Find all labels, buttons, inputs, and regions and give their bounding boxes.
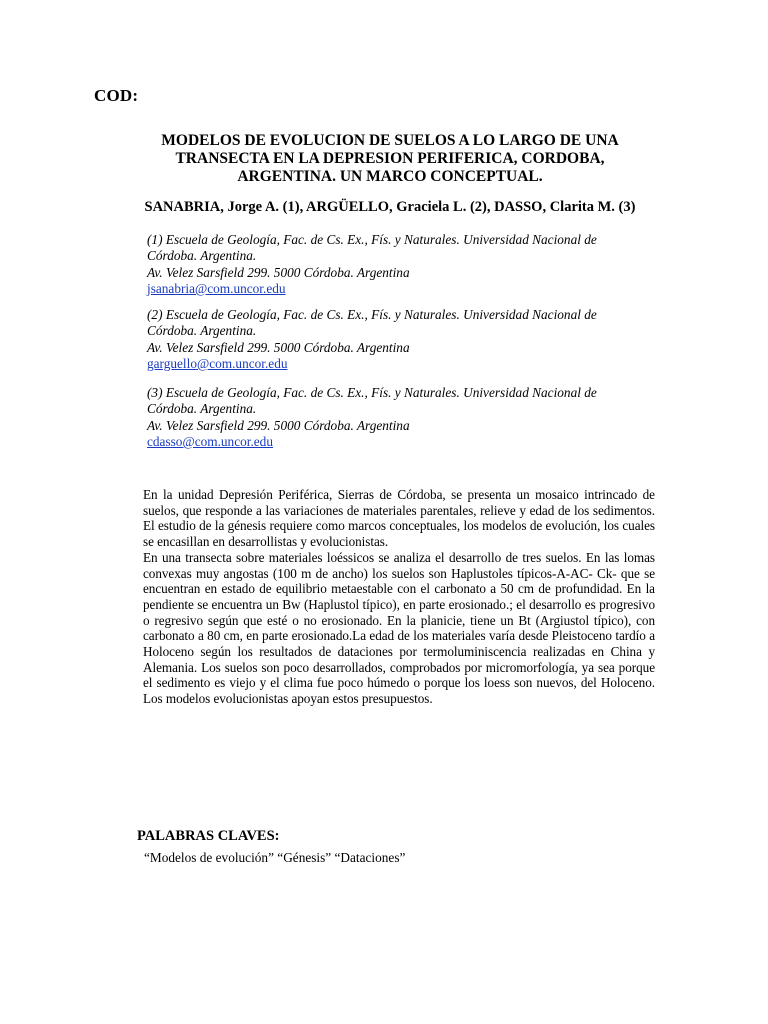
email-link-3[interactable]: cdasso@com.uncor.edu bbox=[147, 433, 273, 449]
affiliation-2 bbox=[147, 307, 647, 372]
affiliation-1 bbox=[147, 232, 647, 297]
email-link-2[interactable]: garguello@com.uncor.edu bbox=[147, 355, 288, 371]
keywords-list: “Modelos de evolución” “Génesis” “Dataciones” bbox=[144, 850, 406, 865]
affiliation-line: Córdoba. Argentina. bbox=[147, 248, 257, 264]
document-code-label: COD: bbox=[94, 86, 139, 105]
affiliation-address: Av. Velez Sarsfield 299. 5000 Córdoba. Argentina bbox=[147, 339, 410, 355]
abstract-paragraph: En una transecta sobre materiales loéssicos se analiza el desarrollo de tres suelos. En las lomas convexas muy angostas (100 m de ancho) los suelos son Haplustoles típicos-A-AC- Ck- que se encuentran en estado de equilibrio metaestable con el carbonato a 50 cm de profundidad. En la pendiente se encuentra un Bw (Haplustol típico), en parte erosionado.; el desarrollo es progresivo o regresivo según que esté o no erosionado. En la planicie, tiene un Bt (Argiustol típico), con carbonato a 80 cm, en parte erosionado.La edad de los materiales varía desde Pleistoceno tardío a Holoceno según los resultados de dataciones por termoluminiscencia realizadas en China y Alemania. Los suelos son poco desarrollados, comprobados por micromorfología, ya sea porque el sedimento es viejo y el clima fue poco húmedo o porque los loess son nuevos, del Holoceno. Los modelos evolucionistas apoyan estos presupuestos. bbox=[143, 549, 655, 707]
paper-title bbox=[140, 132, 640, 186]
paper-title-line: TRANSECTA EN LA DEPRESION PERIFERICA, CORDOBA, bbox=[175, 150, 605, 167]
email-link-1[interactable]: jsanabria@com.uncor.edu bbox=[147, 280, 286, 296]
keywords-heading: PALABRAS CLAVES: bbox=[137, 828, 280, 844]
paper-title-line: MODELOS DE EVOLUCION DE SUELOS A LO LARGO DE UNA bbox=[161, 132, 619, 149]
affiliation-line: (1) Escuela de Geología, Fac. de Cs. Ex., Fís. y Naturales. Universidad Nacional de bbox=[147, 232, 597, 247]
affiliation-line: Córdoba. Argentina. bbox=[147, 401, 257, 417]
abstract-paragraph: En la unidad Depresión Periférica, Sierras de Córdoba, se presenta un mosaico intrincado de suelos, que responde a las variaciones de materiales parentales, relieve y edad de los sedimentos. El estudio de la génesis requiere como marcos conceptuales, los modelos de evolución, los cuales se encasillan en desarrollistas y evolucionistas. bbox=[143, 487, 655, 550]
paper-title-line: ARGENTINA. UN MARCO CONCEPTUAL. bbox=[237, 168, 543, 185]
affiliation-3 bbox=[147, 385, 647, 450]
author-list: SANABRIA, Jorge A. (1), ARGÜELLO, Graciela L. (2), DASSO, Clarita M. (3) bbox=[144, 199, 636, 215]
affiliation-address: Av. Velez Sarsfield 299. 5000 Córdoba. Argentina bbox=[147, 264, 410, 280]
affiliation-line: (2) Escuela de Geología, Fac. de Cs. Ex., Fís. y Naturales. Universidad Nacional de bbox=[147, 307, 597, 322]
abstract bbox=[143, 487, 655, 707]
affiliation-line: Córdoba. Argentina. bbox=[147, 323, 257, 339]
affiliation-line: (3) Escuela de Geología, Fac. de Cs. Ex., Fís. y Naturales. Universidad Nacional de bbox=[147, 385, 597, 400]
affiliation-address: Av. Velez Sarsfield 299. 5000 Córdoba. Argentina bbox=[147, 417, 410, 433]
